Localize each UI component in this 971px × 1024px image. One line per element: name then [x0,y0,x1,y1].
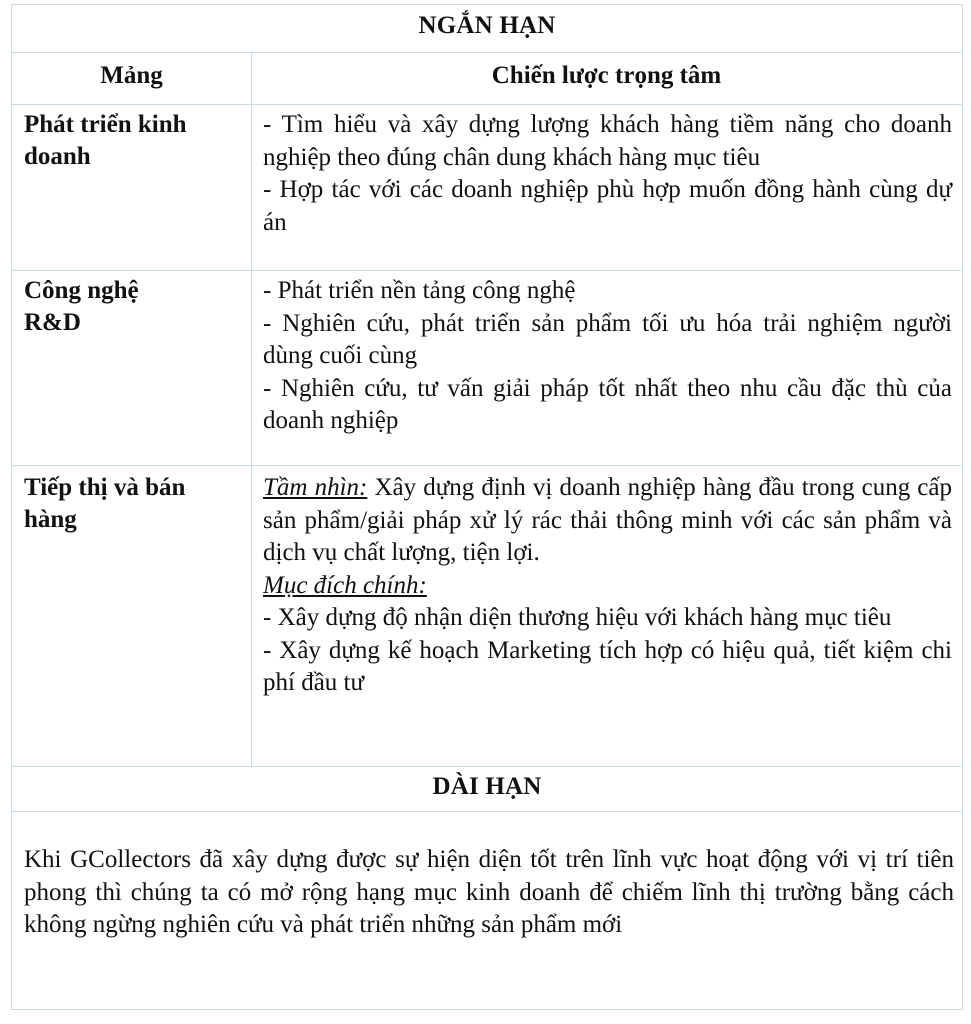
row-strategy-business-development [263,109,952,239]
strategy-line: - Hợp tác với các doanh nghiệp phù hợp muốn đồng hành cùng dự án [263,176,952,236]
strategy-line: - Tìm hiểu và xây dựng lượng khách hàng tiềm năng cho doanh nghiệp theo đúng chân dung khách hàng mục tiêu [263,111,952,171]
strategy-table [11,4,963,1010]
rule-below-long-term-title [12,811,962,812]
rule-below-rnd-row [12,465,962,466]
strategy-line: - Xây dựng kế hoạch Marketing tích hợp có hiệu quả, tiết kiệm chi phí đầu tư [263,636,952,696]
strategy-line: - Phát triển nền tảng công nghệ [263,277,576,304]
strategy-line: - Xây dựng độ nhận diện thương hiệu với khách hàng mục tiêu [263,604,892,631]
row-area-technology-rnd: Công nghệ R&D [24,277,139,336]
rule-above-long-term-title [12,766,962,767]
vision-paragraph [263,472,952,570]
column-divider [251,52,252,766]
long-term-title: DÀI HẠN [432,773,542,800]
rule-below-business-row [12,270,962,271]
row-area-business-development: Phát triển kinh doanh [24,111,187,170]
row-strategy-marketing-sales [263,472,952,700]
row-area-marketing-sales: Tiếp thị và bán hàng [24,474,186,533]
column-header-area: Mảng [100,62,163,89]
rule-below-short-term-title [12,52,962,53]
column-header-strategy: Chiến lược trọng tâm [491,62,722,89]
short-term-title: NGẮN HẠN [418,12,556,39]
long-term-text: Khi GCollectors đã xây dựng được sự hiện diện tốt trên lĩnh vực hoạt động với vị trí tiên phong thì chúng ta có mở rộng hạng mục kinh doanh để chiếm lĩnh thị trường bằng cách không ngừng nghiên cứu và phát triển những sản phẩm mới [24,846,954,938]
row-strategy-technology-rnd [263,275,952,438]
vision-text: Xây dựng định vị doanh nghiệp hàng đầu trong cung cấp sản phẩm/giải pháp xử lý rác thải thông minh với các sản phẩm và dịch vụ chất lượng, tiện lợi. [263,474,953,566]
vision-label: Tầm nhìn: [263,474,368,501]
long-term-description [24,844,954,942]
purpose-label: Mục đích chính: [263,571,427,599]
rule-below-column-headers [12,104,962,105]
strategy-line: - Nghiên cứu, tư vấn giải pháp tốt nhất theo nhu cầu đặc thù của doanh nghiệp [263,374,952,434]
strategy-line: - Nghiên cứu, phát triển sản phẩm tối ưu hóa trải nghiệm người dùng cuối cùng [263,309,952,369]
